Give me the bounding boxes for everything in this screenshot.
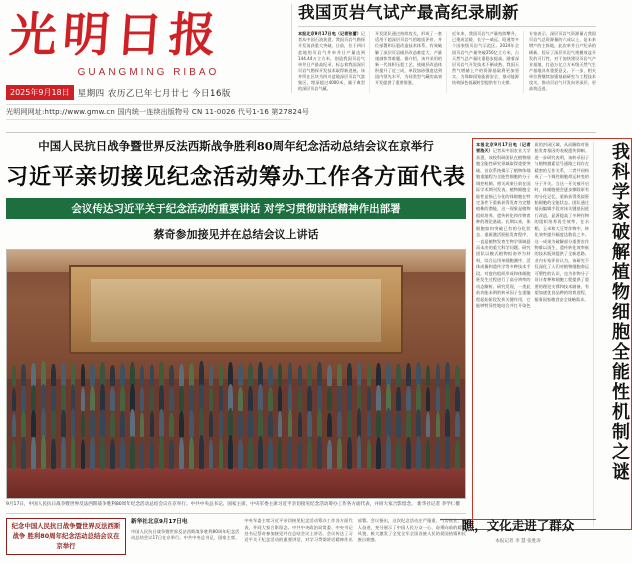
photo-person bbox=[327, 413, 332, 438]
photo-person bbox=[71, 435, 76, 468]
photo-person bbox=[51, 387, 56, 411]
photo-person bbox=[406, 386, 411, 411]
photo-person bbox=[238, 439, 243, 469]
top-article-column bbox=[375, 31, 447, 92]
photo-person bbox=[120, 438, 125, 469]
photo-person bbox=[159, 409, 164, 437]
culture-article-byline: 本报记者 李 慧 张胜涛 bbox=[495, 539, 541, 544]
photo-person bbox=[386, 408, 391, 437]
photo-people-rows bbox=[7, 362, 465, 474]
photo-person bbox=[61, 410, 66, 438]
photo-person bbox=[268, 439, 273, 468]
photo-person bbox=[357, 384, 362, 411]
photo-person bbox=[426, 439, 431, 468]
article-body: 开发团队通过持续攻关，形成了一套适用于超深层页岩气的地质评价、井位部署和压裂改造技术体系，有效破解了深层页岩储层改造难度大、产量递减快等难题。据介绍，该井采用的新一代体积压裂工艺，使储层改造体积提升了近三成，单段加砂强度达到国内领先水平，为同类型气藏的高效开发提供了重要借鉴。 bbox=[375, 31, 442, 86]
photo-person bbox=[258, 384, 263, 411]
photo-person bbox=[357, 408, 362, 437]
photo-person bbox=[159, 385, 164, 411]
photo-person bbox=[169, 440, 174, 469]
photo-person bbox=[228, 362, 233, 387]
main-story bbox=[6, 138, 472, 555]
photo-person bbox=[71, 384, 76, 411]
photo-person bbox=[228, 435, 233, 468]
photo-person bbox=[159, 362, 164, 386]
photo-person bbox=[130, 409, 135, 437]
photo-person bbox=[258, 409, 263, 438]
photo-person bbox=[278, 438, 283, 469]
photo-person bbox=[100, 362, 105, 386]
photo-person bbox=[219, 437, 224, 469]
photo-person bbox=[455, 412, 460, 437]
photo-person bbox=[307, 364, 312, 387]
photo-person bbox=[337, 386, 342, 410]
photo-person bbox=[298, 440, 303, 469]
top-article-columns bbox=[298, 31, 596, 92]
top-article-column bbox=[529, 31, 596, 92]
photo-person bbox=[100, 409, 105, 438]
photo-person bbox=[406, 410, 411, 437]
photo-person bbox=[357, 435, 362, 469]
photo-person bbox=[179, 386, 184, 410]
photo-person bbox=[337, 411, 342, 437]
photo-person bbox=[31, 410, 36, 438]
science-article bbox=[472, 138, 632, 530]
photo-person bbox=[238, 412, 243, 438]
photo-person bbox=[258, 362, 263, 386]
photo-person bbox=[455, 440, 460, 469]
photo-person bbox=[21, 438, 26, 468]
photo-person bbox=[130, 362, 135, 386]
photo-person bbox=[140, 412, 145, 437]
photo-person bbox=[51, 411, 56, 437]
photo-person bbox=[209, 387, 214, 411]
photo-person bbox=[199, 408, 204, 437]
photo-person bbox=[81, 387, 86, 411]
story-shoulder-headline: 中国人民抗日战争暨世界反法西斯战争胜利80周年纪念活动总结会议在京举行 bbox=[38, 139, 434, 153]
photo-person bbox=[71, 362, 76, 387]
photo-person bbox=[169, 388, 174, 411]
photo-person bbox=[268, 412, 273, 438]
science-article-dateline: 本报北京9月17日电（记者 晋浩天） bbox=[476, 142, 531, 154]
photo-person bbox=[268, 365, 273, 387]
photo-person bbox=[199, 361, 204, 386]
story-main-headline: 习近平亲切接见纪念活动筹办工作各方面代表 bbox=[6, 164, 467, 190]
photo-person bbox=[436, 411, 441, 438]
bottom-article-dateline: 新华社北京9月17日电 bbox=[131, 519, 188, 526]
photo-person bbox=[81, 439, 86, 469]
photo-person bbox=[376, 410, 381, 438]
publication-identifiers: 光明网网址:http://www.gmw.cn 国内统一连续出版物号 CN 11-0026 代号1-16 第27824号 bbox=[6, 104, 291, 120]
photo-person bbox=[396, 387, 401, 411]
photo-person bbox=[31, 437, 36, 469]
photo-person bbox=[307, 411, 312, 438]
photo-person bbox=[337, 364, 342, 386]
photo-person bbox=[317, 409, 322, 437]
photo-person bbox=[248, 363, 253, 386]
science-article-body: 记者从中国农业大学获悉，该校科研团队在植物细胞全能性研究领域取得重要突破，首次系统揭示了植物体细胞重编程为全能性细胞的分子调控机制，相关成果日前在国际学术期刊发表。植物细胞全能性是指已分化的体细胞在特定条件下重新获得发育为完整植株的潜能，这一现象是植物组织培养、遗传转化和作物育种的理论基础。长期以来，体细胞如何突破已有的分化状态、重新激活胚胎发育程序，一直是植物发育生物学领域悬而未决的重大科学问题。研究团队以模式植物拟南芥为材料，综合运用单细胞测序、活体成像和遗传学等多种技术手段，对愈伤组织形成和体细胞胚发生过程进行了高分辨率的动态解析。研究发现，一类此前功能未明的转录因子在重编程起始阶段发挥关键作用，它能够特异性地结合并打开染色质的封闭区域，从而解除对胚胎发育基因的表观遗传抑制。进一步研究表明，该转录因子与植物激素信号通路之间存在精密的互作关系，二者共同构成了一个调控细胞命运转变的分子开关。当这一开关被开启时，体细胞便会逐步擦除原有的分化记忆，重新获得类似胚胎细胞的全能状态。团队通过基因编辑手段对该关键基因进行改造，显著提高了多种作物的组织培养再生效率，在水稻、玉米和大豆等作物中，转化效率提升幅度达数倍之多。这一成果为破解部分重要农作物难以再生、遗传转化效率低的技术瓶颈提供了全新思路。业内专家评价认为，该研究不仅深化了人们对植物细胞命运可塑性的认识，也为作物分子设计育种和细胞工程提供了重要的理论支撑和技术储备，有望加速优良品种的培育进程，服务国家粮食安全战略需求。 bbox=[476, 142, 590, 308]
photo-person bbox=[120, 411, 125, 438]
photo-person bbox=[445, 384, 450, 410]
photo-person bbox=[100, 384, 105, 411]
photo-person bbox=[376, 363, 381, 386]
photo-person bbox=[219, 363, 224, 386]
publication-date: 2025年9月18日 bbox=[6, 85, 74, 100]
bottom-article-text bbox=[131, 518, 466, 555]
photo-person bbox=[120, 386, 125, 411]
culture-article-title: 瞧，文化走进了群众 bbox=[461, 518, 575, 533]
newspaper-logo: 光明日报 bbox=[7, 8, 224, 63]
photo-person bbox=[278, 363, 283, 386]
photo-person bbox=[376, 437, 381, 469]
photo-person bbox=[228, 408, 233, 437]
photo-mural bbox=[71, 267, 401, 351]
photo-scene bbox=[7, 250, 465, 498]
group-photo bbox=[6, 249, 466, 499]
photo-person bbox=[31, 363, 36, 387]
photo-person bbox=[150, 386, 155, 411]
photo-person bbox=[307, 438, 312, 469]
photo-person bbox=[347, 410, 352, 438]
top-article-column bbox=[452, 31, 524, 92]
photo-person bbox=[367, 411, 372, 437]
photo-person bbox=[219, 385, 224, 410]
photo-person bbox=[445, 409, 450, 437]
photo-person bbox=[317, 436, 322, 468]
photo-person bbox=[41, 408, 46, 437]
photo-person bbox=[81, 364, 86, 386]
photo-person bbox=[278, 386, 283, 411]
photo-person bbox=[386, 362, 391, 387]
photo-person bbox=[396, 412, 401, 438]
photo-person bbox=[367, 439, 372, 469]
culture-article bbox=[440, 516, 596, 544]
photo-person bbox=[179, 411, 184, 437]
photo-person bbox=[436, 438, 441, 469]
photo-person bbox=[21, 386, 26, 410]
photo-person bbox=[219, 410, 224, 438]
photo-person bbox=[130, 436, 135, 469]
photo-person bbox=[228, 384, 233, 411]
photo-person bbox=[248, 386, 253, 411]
photo-person bbox=[396, 439, 401, 469]
photo-person bbox=[199, 384, 204, 411]
photo-person bbox=[406, 437, 411, 468]
photo-person bbox=[248, 410, 253, 437]
photo-person bbox=[416, 436, 421, 469]
publication-meta: 星期四 农历乙巳年七月廿七 今日16版 bbox=[77, 88, 231, 99]
photo-row bbox=[12, 408, 461, 437]
photo-person bbox=[90, 386, 95, 411]
photo-person bbox=[327, 388, 332, 411]
photo-person bbox=[416, 384, 421, 411]
photo-person bbox=[12, 388, 17, 411]
bottom-article-title: 纪念中国人民抗日战争暨世界反法西斯战争 胜利80周年纪念活动总结会议在京举行 bbox=[6, 518, 126, 555]
photo-person bbox=[199, 435, 204, 469]
photo-person bbox=[367, 364, 372, 386]
photo-person bbox=[436, 363, 441, 386]
photo-person bbox=[307, 386, 312, 411]
photo-person bbox=[31, 385, 36, 411]
photo-person bbox=[376, 385, 381, 410]
photo-person bbox=[61, 385, 66, 410]
photo-row bbox=[12, 435, 461, 468]
photo-person bbox=[71, 408, 76, 437]
photo-person bbox=[298, 387, 303, 410]
photo-person bbox=[120, 363, 125, 386]
photo-person bbox=[426, 412, 431, 438]
photo-person bbox=[288, 436, 293, 469]
photo-person bbox=[416, 409, 421, 438]
photo-person bbox=[396, 364, 401, 386]
top-article-column bbox=[298, 31, 370, 92]
photo-person bbox=[110, 412, 115, 438]
photo-person bbox=[209, 364, 214, 386]
photo-person bbox=[130, 384, 135, 410]
science-article-text bbox=[476, 142, 594, 526]
photo-person bbox=[248, 437, 253, 468]
photo-person bbox=[110, 387, 115, 411]
photo-person bbox=[41, 361, 46, 386]
photo-person bbox=[288, 409, 293, 437]
photo-person bbox=[317, 385, 322, 411]
photo-person bbox=[337, 438, 342, 468]
photo-person bbox=[61, 437, 66, 469]
photo-person bbox=[288, 362, 293, 386]
photo-person bbox=[278, 411, 283, 438]
photo-person bbox=[12, 440, 17, 469]
photo-person bbox=[189, 385, 194, 411]
photo-person bbox=[416, 362, 421, 386]
photo-person bbox=[347, 385, 352, 411]
photo-person bbox=[150, 364, 155, 387]
photo-person bbox=[150, 438, 155, 469]
photo-person bbox=[90, 363, 95, 386]
photo-person bbox=[61, 363, 66, 386]
photo-person bbox=[445, 362, 450, 386]
photo-person bbox=[90, 437, 95, 468]
photo-person bbox=[41, 384, 46, 411]
photo-person bbox=[110, 439, 115, 468]
photo-person bbox=[12, 413, 17, 438]
photo-person bbox=[238, 364, 243, 386]
photo-person bbox=[386, 384, 391, 411]
photo-caption: 9月17日，中国人民抗日战争暨世界反法西斯战争胜利80周年纪念活动总结会议在京举行。中共中央总书记、国家主席、中央军委主席习近平亲切接见纪念活动筹办工作各方面代表，并同大家合影留念。 新华社记者 李学仁摄 bbox=[6, 502, 460, 507]
photo-person bbox=[51, 439, 56, 469]
photo-person bbox=[327, 440, 332, 469]
photo-row bbox=[12, 362, 461, 387]
photo-person bbox=[209, 411, 214, 437]
newspaper-logo-pinyin: GUANGMING RIBAO bbox=[77, 67, 220, 78]
photo-person bbox=[298, 412, 303, 437]
photo-person bbox=[140, 387, 145, 410]
article-body: 近年来，我国页岩气产量持续攀升，已建成涪陵、长宁—威远、昭通等多个国家级页岩气示范区。2024年全国页岩气产量突破250亿立方米，占天然气总产量比重稳步提高。随着深层页岩气开发技术不断成熟，我国天然气增储上产的资源基础将更加坚实，为保障国家能源安全、推动能源结构绿色低碳转型提供有力支撑。 bbox=[452, 31, 519, 86]
photo-person bbox=[386, 435, 391, 468]
photo-person bbox=[100, 436, 105, 469]
photo-person bbox=[258, 436, 263, 469]
masthead-left bbox=[6, 4, 310, 120]
bottom-article-body: 中国人民抗日战争暨世界反法西斯战争胜利80周年纪念活动总结会议17日在京举行。中共中央总书记、国家主席、中央军委主席习近平亲切接见纪念活动筹办工作各方面代表，并同大家合影留念。中共中央政治局常委、中央书记处书记蔡奇参加接见并在总结会议上讲话。会议传达了习近平关于纪念活动的重要讲话，对学习贯彻讲话精神作出部署。会议指出，这次纪念活动庄严隆重、气势恢宏、催人奋进，充分展示了中国人民万众一心、奋勇向前的精神风貌，极大激发了全党全军全国各族人民的爱国热情和民族自豪感。 bbox=[131, 518, 466, 542]
photo-person bbox=[238, 387, 243, 411]
photo-person bbox=[150, 411, 155, 438]
photo-person bbox=[288, 384, 293, 410]
article-body: 专家表示，深层页岩气资源量占我国页岩气总资源量的六成以上，是未来增产的主阵地。此次单井日产纪录的刷新，验证了深层页岩气规模效益开发的可行性，对于加快建设页岩气产业基地、打造万亿立方米级天然气生产基地具有重要意义。下一步，相关单位将继续加强基础研究与工程技术攻关，推动页岩气开发向更深层、更高效迈进。 bbox=[529, 31, 596, 92]
photo-person bbox=[179, 364, 184, 386]
story-subheadline: 会议传达习近平关于纪念活动的重要讲话 对学习贯彻讲话精神作出部署 bbox=[6, 198, 466, 219]
photo-person bbox=[90, 410, 95, 437]
photo-person bbox=[51, 364, 56, 386]
photo-person bbox=[189, 410, 194, 438]
photo-person bbox=[159, 436, 164, 468]
photo-row bbox=[12, 384, 461, 411]
photo-person bbox=[436, 386, 441, 411]
photo-person bbox=[357, 361, 362, 386]
article-body: 记者从中国石油获悉，我国页岩气勘探开发再获重大突破。日前，位于四川盆地的页岩气井单井日产量达到144.44万立方米，创造我国页岩气单井日产最高纪录，标志着我国深层页岩气勘探开发技术取得新进展。该井所在区块为四川盆地深层页岩气富集区，埋深超过4000米，属于典型的深层页岩气藏。 bbox=[298, 31, 365, 92]
photo-person bbox=[140, 440, 145, 469]
photo-person bbox=[426, 365, 431, 387]
photo-person bbox=[110, 365, 115, 387]
photo-person bbox=[169, 413, 174, 438]
photo-person bbox=[189, 437, 194, 469]
photo-person bbox=[347, 363, 352, 387]
story-byline: 蔡奇参加接见并在总结会议上讲话 bbox=[153, 228, 319, 241]
page-body bbox=[6, 138, 631, 555]
photo-person bbox=[268, 387, 273, 411]
photo-person bbox=[317, 362, 322, 386]
masthead bbox=[6, 4, 596, 133]
photo-person bbox=[21, 364, 26, 386]
science-article-title: 我科学家破解植物细胞全能性机制之谜 bbox=[609, 142, 631, 482]
photo-person bbox=[426, 387, 431, 411]
photo-person bbox=[406, 363, 411, 386]
bottom-article bbox=[6, 513, 466, 555]
photo-person bbox=[81, 412, 86, 438]
photo-person bbox=[189, 363, 194, 387]
top-headline: 我国页岩气试产最高纪录刷新 bbox=[298, 4, 596, 27]
photo-person bbox=[179, 438, 184, 468]
photo-person bbox=[455, 387, 460, 410]
photo-person bbox=[209, 439, 214, 469]
photo-person bbox=[21, 411, 26, 437]
photo-person bbox=[41, 435, 46, 469]
photo-person bbox=[367, 387, 372, 411]
masthead-right bbox=[291, 4, 596, 93]
masthead-meta bbox=[6, 85, 291, 100]
photo-person bbox=[445, 436, 450, 469]
photo-person bbox=[347, 437, 352, 469]
article-dateline: 本报北京9月17日电（记者张蕾） bbox=[298, 31, 361, 37]
